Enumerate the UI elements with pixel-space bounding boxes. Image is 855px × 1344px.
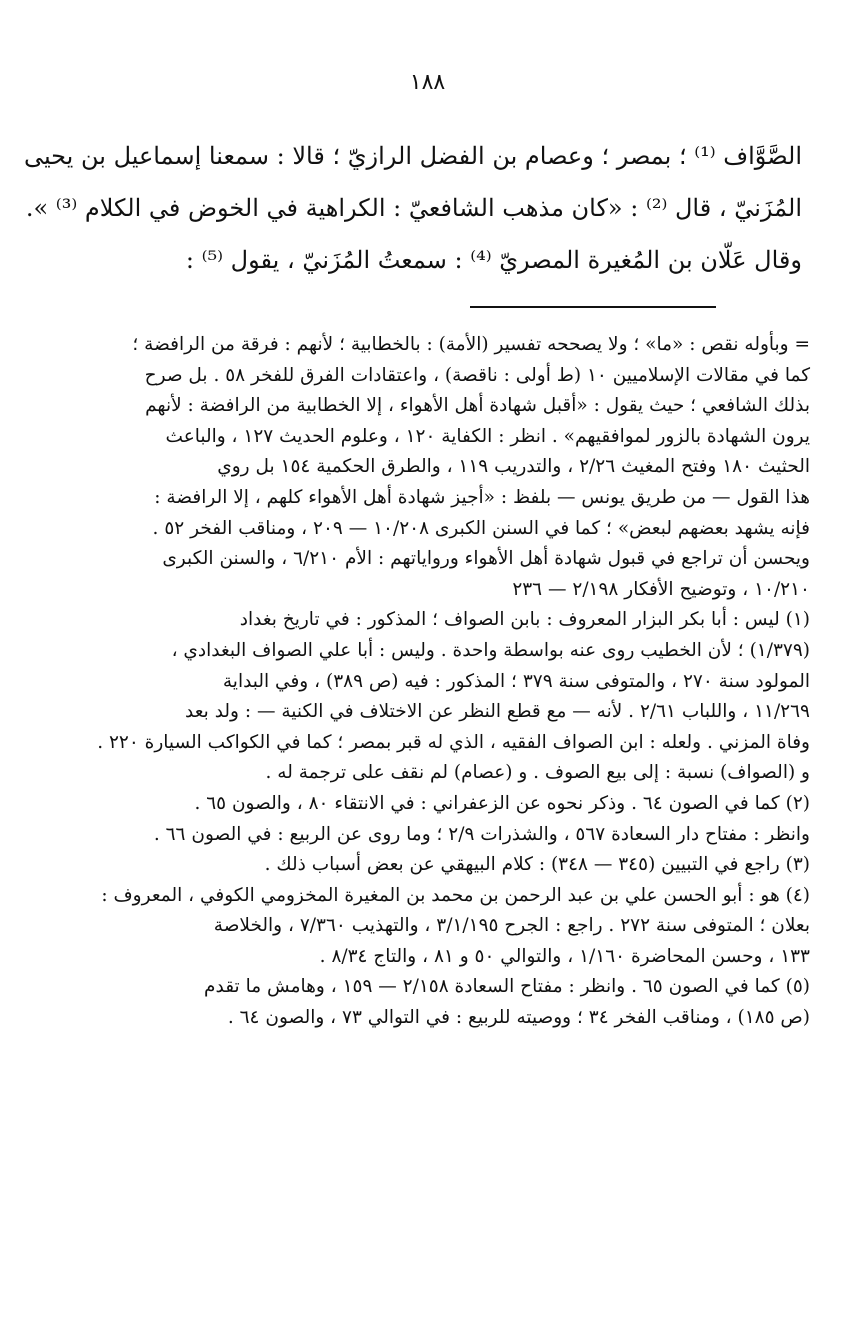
footnote-line: = وبأوله نقص : «ما» ؛ ولا يصححه تفسير (الأمة) : بالخطابية ؛ لأنهم : فرقة من الرافضة ؛ (132, 334, 810, 355)
footnote-1 (46, 605, 810, 789)
footnote-line: ١١/٢٦٩ ، واللباب ٢/٦١ . لأنه — مع قطع النظر عن الاختلاف في الكنية — : ولد بعد (185, 701, 810, 723)
footnote-line: (٥) كما في الصون ٦٥ . وانظر : مفتاح السعادة ٢/١٥٨ — ١٥٩ ، وهامش ما تقدم (204, 976, 810, 998)
footnote-line: كما في مقالات الإسلاميين ١٠ (ط أولى : ناقصة) ، واعتقادات الفرق للفخر ٥٨ . بل صرح (144, 364, 810, 386)
main-text-line: المُزَنيّ ، قال ⁽²⁾ : «كان مذهب الشافعيّ : الكراهية في الخوض في الكلام ⁽³⁾ ». (25, 194, 802, 222)
footnote-line: فإنه يشهد بعضهم لبعض» ؛ كما في السنن الكبرى ١٠/٢٠٨ — ٢٠٩ ، ومناقب الفخر ٥٢ . (152, 517, 810, 539)
footnote-line: ١٣٣ ، وحسن المحاضرة ١/١٦٠ ، والتوالي ٥٠ و ٨١ ، والتاج ٨/٣٤ . (319, 945, 810, 967)
footnote-line: ١٠/٢١٠ ، وتوضيح الأفكار ٢/١٩٨ — ٢٣٦ (512, 578, 810, 600)
footnote-4 (46, 881, 810, 973)
footnote-line: وفاة المزني . ولعله : ابن الصواف الفقيه ، الذي له قبر بمصر ؛ كما في الكواكب السيارة ٢٢٠ . (97, 731, 810, 753)
footnote-line: (١) ليس : أبا بكر البزار المعروف : بابن الصواف ؛ المذكور : في تاريخ بغداد (239, 609, 810, 631)
footnote-line: هذا القول — من طريق يونس — بلفظ : «أجيز شهادة أهل الأهواء كلهم ، إلا الرافضة : (154, 486, 810, 508)
main-text (23, 130, 802, 286)
footnote-line: (٣) راجع في التبيين (٣٤٥ — ٣٤٨) : كلام البيهقي عن بعض أسباب ذلك . (264, 854, 810, 876)
footnote-line: الحثيث ١٨٠ وفتح المغيث ٢/٢٦ ، والتدريب ١١٩ ، والطرق الحكمية ١٥٤ بل روي (217, 456, 810, 478)
footnote-line: (ص ١٨٥) ، ومناقب الفخر ٣٤ ؛ ووصيته للربيع : في التوالي ٧٣ ، والصون ٦٤ . (227, 1007, 810, 1029)
footnote-5 (46, 972, 810, 1033)
footnote-continuation (46, 330, 810, 605)
footnote-line: ويحسن أن تراجع في قبول شهادة أهل الأهواء ورواياتهم : الأم ٦/٢١٠ ، والسنن الكبرى (162, 548, 810, 570)
footnote-2 (46, 789, 810, 850)
footnote-separator (470, 306, 716, 308)
footnote-line: و (الصواف) نسبة : إلى بيع الصوف . و (عصام) لم نقف على ترجمة له . (265, 762, 810, 784)
footnote-line: (٢) كما في الصون ٦٤ . وذكر نحوه عن الزعفراني : في الانتقاء ٨٠ ، والصون ٦٥ . (194, 792, 810, 814)
main-text-line: وقال عَلّان بن المُغيرة المصريّ ⁽⁴⁾ : سمعتُ المُزَنيّ ، يقول ⁽⁵⁾ : (185, 246, 802, 274)
footnote-line: (١/٣٧٩) ؛ لأن الخطيب روى عنه بواسطة واحدة . وليس : أبا علي الصواف البغدادي ، (171, 639, 810, 661)
footnote-line: المولود سنة ٢٧٠ ، والمتوفى سنة ٣٧٩ ؛ المذكور : فيه (ص ٣٨٩) ، وفي البداية (222, 670, 810, 692)
footnotes (46, 330, 810, 1034)
footnote-line: يرون الشهادة بالزور لموافقيهم» . انظر : الكفاية ١٢٠ ، وعلوم الحديث ١٢٧ ، والباعث (165, 425, 810, 447)
footnote-line: وانظر : مفتاح دار السعادة ٥٦٧ ، والشذرات ٢/٩ ؛ وما روى عن الربيع : في الصون ٦٦ . (153, 823, 810, 845)
footnote-line: بذلك الشافعي ؛ حيث يقول : «أقبل شهادة أهل الأهواء ، إلا الخطابية من الرافضة : لأنهم (145, 395, 810, 417)
page-number: ١٨٨ (409, 70, 446, 95)
footnote-line: بعلان ؛ المتوفى سنة ٢٧٢ . راجع : الجرح ٣/١/١٩٥ ، والتهذيب ٧/٣٦٠ ، والخلاصة (213, 915, 810, 937)
footnote-3 (46, 850, 810, 881)
main-text-line: الصَّوَّاف ⁽¹⁾ ؛ بمصر ؛ وعصام بن الفضل الرازيّ ؛ قالا : سمعنا إسماعيل بن يحيى (23, 142, 802, 170)
footnote-line: (٤) هو : أبو الحسن علي بن عبد الرحمن بن محمد بن المغيرة المخزومي الكوفي ، المعروف : (101, 884, 810, 906)
